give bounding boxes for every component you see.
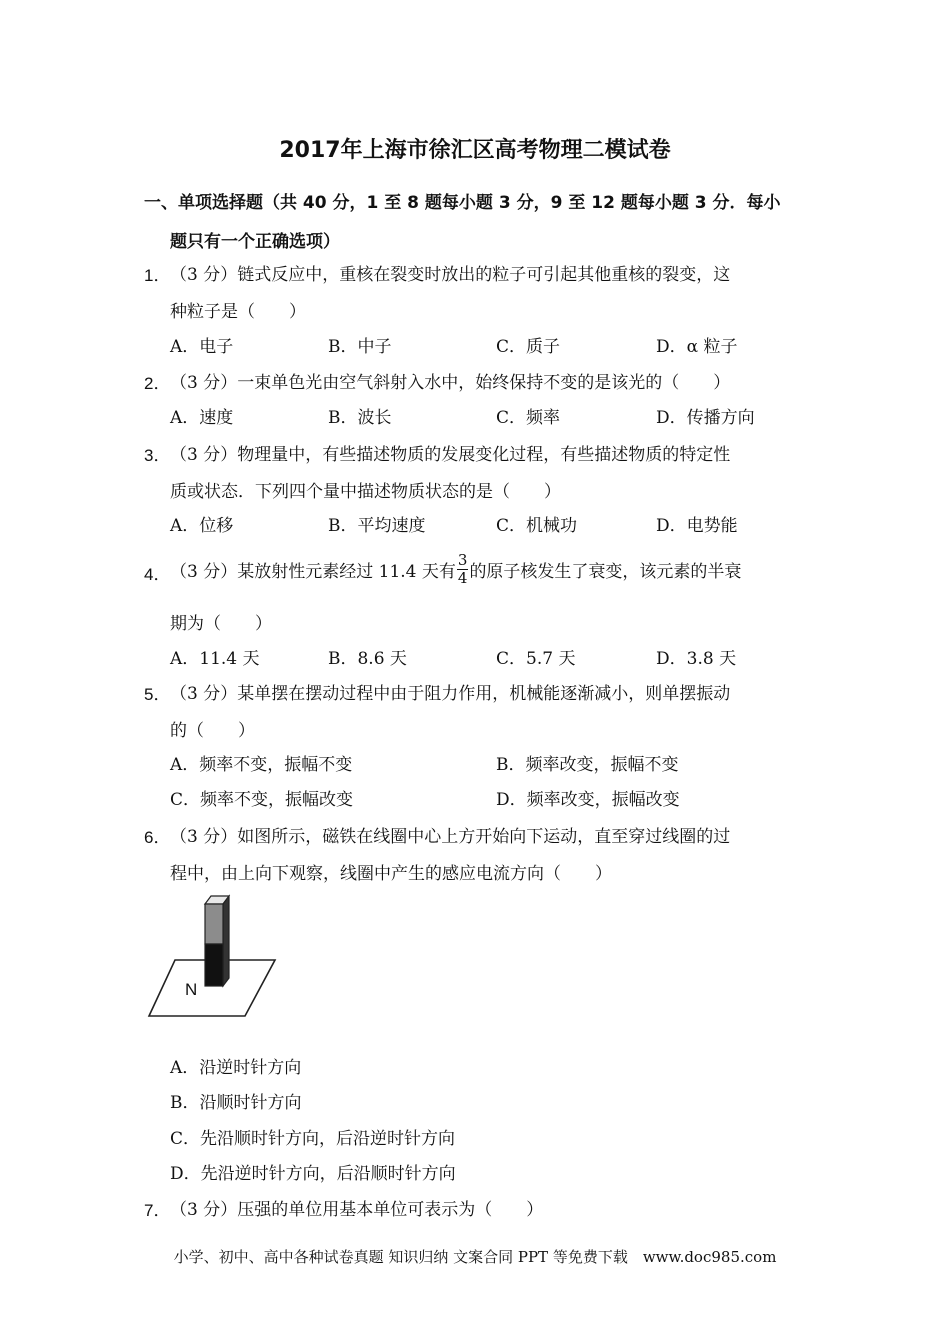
q5-option-b: B．频率改变，振幅不变: [496, 755, 679, 775]
q4-option-a: A．11.4 天: [170, 649, 260, 669]
q4-option-c: C．5.7 天: [496, 649, 576, 669]
q6-option-d: D．先沿逆时针方向，后沿顺时针方向: [170, 1164, 456, 1184]
q3-stem-line2: 质或状态．下列四个量中描述物质状态的是（ ）: [170, 482, 561, 502]
q5-option-a: A．频率不变，振幅不变: [170, 755, 353, 775]
q3-stem-line1: （3 分）物理量中，有些描述物质的发展变化过程，有些描述物质的特定性: [170, 445, 731, 465]
q5-stem-line2: 的（ ）: [170, 721, 255, 741]
q1-stem-line1: （3 分）链式反应中，重核在裂变时放出的粒子可引起其他重核的裂变，这: [170, 265, 731, 285]
q6-option-c: C．先沿顺时针方向，后沿逆时针方向: [170, 1129, 456, 1149]
q3-number: 3．: [144, 446, 171, 465]
q7-stem-line1: （3 分）压强的单位用基本单位可表示为（ ）: [170, 1200, 544, 1220]
section-heading-line1: 一、单项选择题（共 40 分，1 至 8 题每小题 3 分，9 至 12 题每小题 3 分．每小: [144, 193, 781, 213]
q7-number: 7．: [144, 1201, 171, 1220]
q1-option-b: B．中子: [328, 337, 392, 357]
page-footer: 小学、初中、高中各种试卷真题 知识归纳 文案合同 PPT 等免费下载 www.doc985.com: [173, 1248, 777, 1266]
q1-number: 1．: [144, 266, 171, 285]
q3-option-d: D．电势能: [656, 516, 738, 536]
q1-option-a: A．电子: [170, 337, 234, 357]
q5-option-c: C．频率不变，振幅改变: [170, 790, 354, 810]
q2-stem-line1: （3 分）一束单色光由空气斜射入水中，始终保持不变的是该光的（ ）: [170, 373, 731, 393]
q6-stem-line2: 程中，由上向下观察，线圈中产生的感应电流方向（ ）: [170, 864, 612, 884]
q4-stem-line2: 期为（ ）: [170, 614, 272, 634]
q1-option-c: C．质子: [496, 337, 561, 357]
q4-fraction: [457, 550, 469, 587]
q3-option-c: C．机械功: [496, 516, 578, 536]
q4-fraction-numerator: 3: [457, 550, 468, 569]
q6-option-b: B．沿顺时针方向: [170, 1093, 302, 1113]
q4-fraction-denominator: 4: [457, 568, 468, 587]
q3-option-b: B．平均速度: [328, 516, 426, 536]
q1-stem-line2: 种粒子是（ ）: [170, 302, 306, 322]
magnet-coil-figure: [145, 892, 280, 1022]
q4-option-b: B．8.6 天: [328, 649, 407, 669]
q4-number: 4．: [144, 565, 171, 584]
n-pole-label: N: [185, 980, 198, 999]
q1-option-d: D．α 粒子: [656, 337, 738, 357]
magnet-side-face: [223, 896, 229, 986]
section-heading-line2: 题只有一个正确选项）: [170, 232, 340, 252]
q3-option-a: A．位移: [170, 516, 234, 536]
q6-number: 6．: [144, 828, 171, 847]
magnet-n-pole: [205, 944, 223, 986]
q5-option-d: D．频率改变，振幅改变: [496, 790, 680, 810]
q6-stem-line1: （3 分）如图所示，磁铁在线圈中心上方开始向下运动，直至穿过线圈的过: [170, 827, 731, 847]
magnet-s-pole: [205, 904, 223, 944]
q2-option-b: B．波长: [328, 408, 392, 428]
q5-number: 5．: [144, 685, 171, 704]
q5-stem-line1: （3 分）某单摆在摆动过程中由于阻力作用，机械能逐渐减小，则单摆振动: [170, 684, 731, 704]
q6-option-a: A．沿逆时针方向: [170, 1058, 302, 1078]
page-title: 2017年上海市徐汇区高考物理二模试卷: [279, 138, 671, 163]
q2-number: 2．: [144, 374, 171, 393]
q2-option-d: D．传播方向: [656, 408, 755, 428]
q4-option-d: D．3.8 天: [656, 649, 737, 669]
q2-option-a: A．速度: [170, 408, 234, 428]
q4-stem-post: 的原子核发生了衰变，该元素的半衰: [469, 561, 742, 582]
q2-option-c: C．频率: [496, 408, 561, 428]
q4-stem-pre: （3 分）某放射性元素经过 11.4 天有: [170, 561, 456, 582]
q4-stem-line1: [170, 547, 741, 591]
